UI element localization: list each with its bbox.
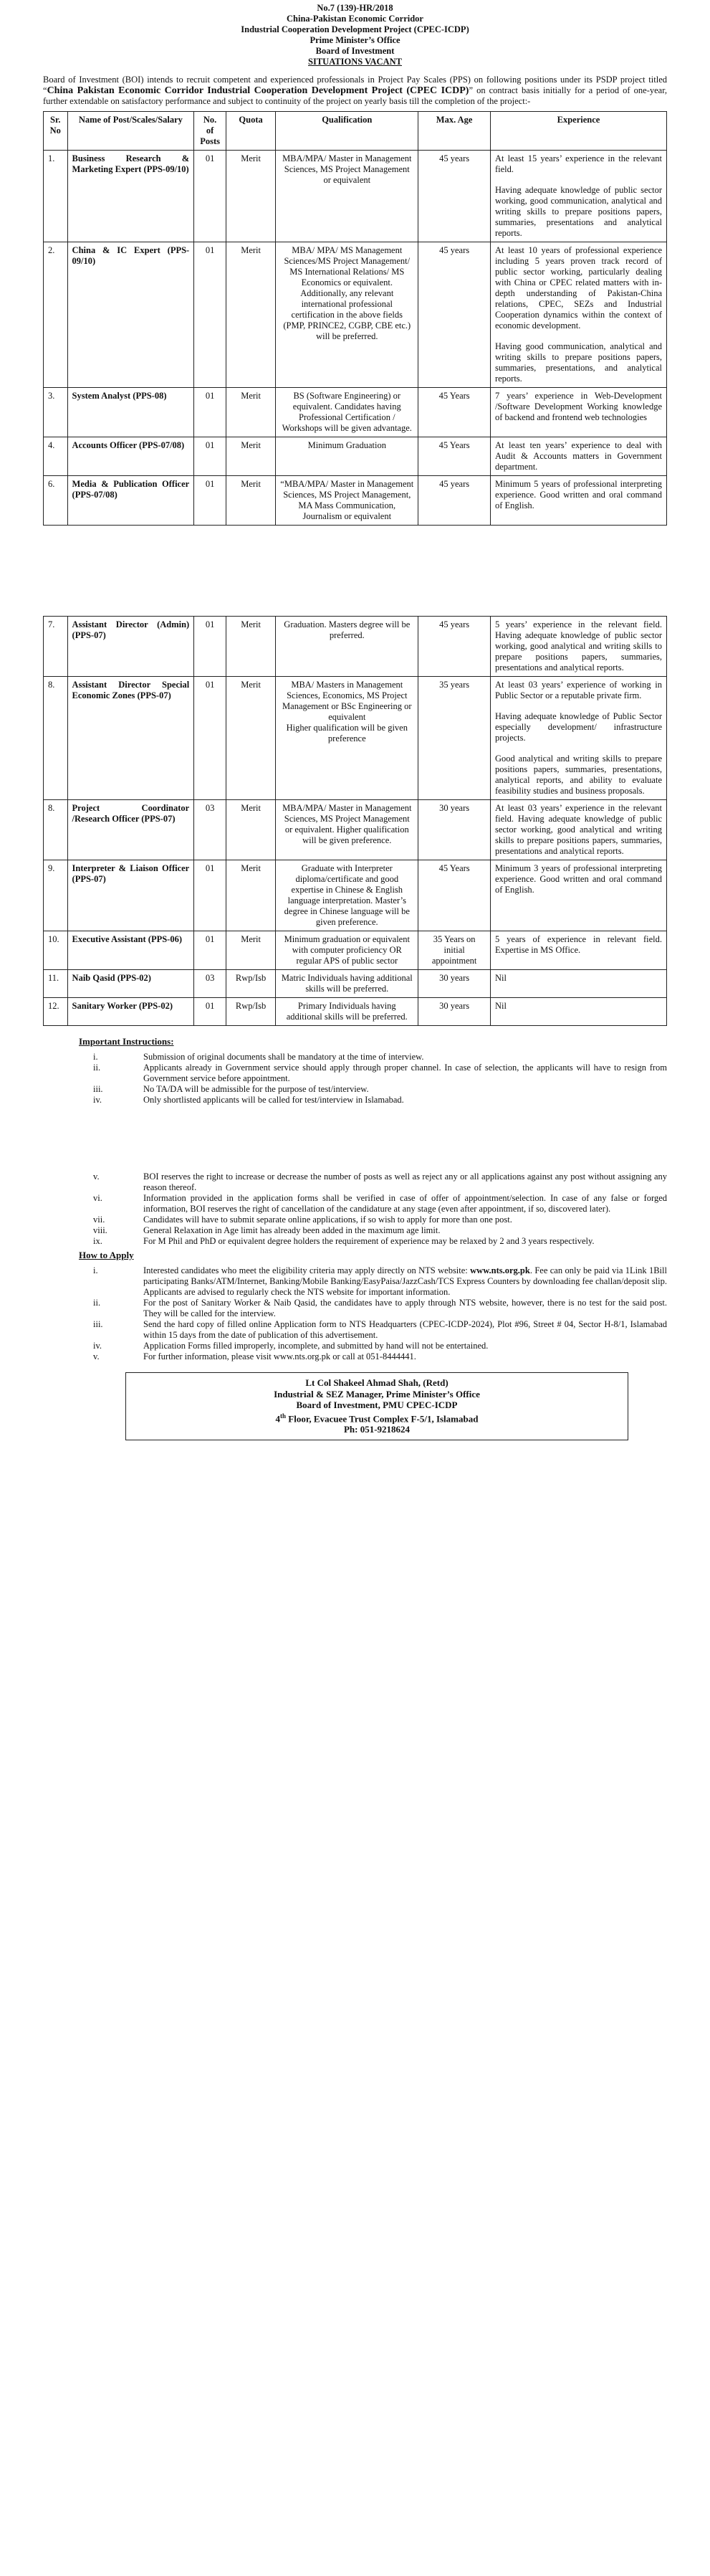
cell-post-name: Naib Qasid (PPS-02) xyxy=(67,970,194,998)
list-item-text: BOI reserves the right to increase or decrease the number of posts as well as reject any or all applications against any post without assigning any reason thereof. xyxy=(143,1171,667,1192)
cell-experience xyxy=(490,476,666,526)
list-item-number: ii. xyxy=(93,1063,101,1073)
header-experience: Experience xyxy=(490,112,666,151)
list-item xyxy=(93,1171,667,1193)
cell-experience xyxy=(490,800,666,860)
cell-quota: Merit xyxy=(226,437,275,476)
vacancies-table-part1 xyxy=(43,111,667,526)
header-qualification: Qualification xyxy=(276,112,418,151)
cell-age: 30 years xyxy=(418,800,491,860)
list-item xyxy=(93,1052,667,1063)
cell-qualification xyxy=(276,242,418,388)
cell-posts: 01 xyxy=(194,931,226,970)
cell-sr: 10. xyxy=(44,931,68,970)
table-row xyxy=(44,800,667,860)
cell-qualification-paragraph: BS (Software Engineering) or equivalent. Candidates having Professional Certification / Workshops will be given advantage. xyxy=(282,391,412,433)
list-item xyxy=(93,1063,667,1084)
cell-quota: Merit xyxy=(226,860,275,931)
cell-experience-paragraph: At least 10 years of professional experience including 5 years proven track record of public sector working, particularly dealing with China or CPEC related matters with in-depth understanding of Pakistan-China relations, CPEC, SEZs and Industrial Cooperation dynamics within the context of economic development. xyxy=(494,245,662,331)
header-quota: Quota xyxy=(226,112,275,151)
cell-age: 45 Years xyxy=(418,388,491,437)
list-item-text: Only shortlisted applicants will be called for test/interview in Islamabad. xyxy=(143,1095,404,1105)
list-item-number: ii. xyxy=(93,1298,101,1308)
cell-posts: 01 xyxy=(194,388,226,437)
signatory-designation: Industrial & SEZ Manager, Prime Minister’s Office xyxy=(274,1388,480,1399)
cell-qualification-paragraph: MBA/MPA/ Master in Management Sciences, MS Project Management or equivalent. Higher qualification will be given preference. xyxy=(282,803,412,845)
header-sr: Sr. No xyxy=(44,112,68,151)
cell-qualification xyxy=(276,151,418,242)
cell-experience xyxy=(490,860,666,931)
list-item xyxy=(93,1095,667,1106)
header-line-pmo: Prime Minister’s Office xyxy=(310,35,400,45)
list-item-number: i. xyxy=(93,1052,98,1062)
list-item-number: v. xyxy=(93,1171,100,1182)
cell-experience-paragraph: At least 03 years’ experience in the relevant field. Having adequate knowledge of public sector working, good analytical and writing skills to prepare positions papers, summaries, presentations and analytical reports. xyxy=(494,803,662,856)
cell-qualification xyxy=(276,617,418,677)
cell-experience-paragraph: At least 03 years’ experience of working in Public Sector or a reputable private firm. xyxy=(494,680,662,700)
cell-experience-paragraph: Nil xyxy=(494,1001,507,1011)
list-item-text: Send the hard copy of filled online Application form to NTS Headquarters (CPEC-ICDP-2024), Plot #96, Street # 04, Sector H-8/1, Islamabad within 15 days from the date of publication of this advertisement. xyxy=(143,1319,667,1340)
header-line-project: Industrial Cooperation Development Project (CPEC-ICDP) xyxy=(241,24,469,34)
cell-experience-paragraph: At least ten years’ experience to deal with Audit & Accounts matters in Government department. xyxy=(494,440,662,472)
list-item xyxy=(93,1236,667,1247)
table-header-row xyxy=(44,112,667,151)
address-rest: Floor, Evacuee Trust Complex F-5/1, Islamabad xyxy=(286,1412,479,1424)
cell-qualification-paragraph: Matric Individuals having additional skills will be preferred. xyxy=(281,973,413,994)
cell-sr: 12. xyxy=(44,998,68,1026)
list-item xyxy=(93,1215,667,1225)
instructions-list-a xyxy=(0,1052,710,1106)
cell-qualification xyxy=(276,388,418,437)
cell-post-name: System Analyst (PPS-08) xyxy=(67,388,194,437)
cell-quota: Rwp/Isb xyxy=(226,970,275,998)
cell-experience xyxy=(490,388,666,437)
cell-experience-paragraph: 5 years of experience in relevant field. Expertise in MS Office. xyxy=(494,934,662,955)
cell-sr: 2. xyxy=(44,242,68,388)
cell-experience xyxy=(490,970,666,998)
cell-quota: Merit xyxy=(226,151,275,242)
list-item-text: Submission of original documents shall be mandatory at the time of interview. xyxy=(143,1052,424,1062)
cell-age: 45 years xyxy=(418,617,491,677)
table-row xyxy=(44,617,667,677)
cell-post-name: China & IC Expert (PPS-09/10) xyxy=(67,242,194,388)
list-item-text: General Relaxation in Age limit has already been added in the maximum age limit. xyxy=(143,1225,441,1235)
cell-qualification xyxy=(276,437,418,476)
cell-qualification xyxy=(276,931,418,970)
cell-posts: 03 xyxy=(194,970,226,998)
cell-sr: 3. xyxy=(44,388,68,437)
cell-experience-paragraph: Having adequate knowledge of Public Sector especially development/ infrastructure projects. xyxy=(494,711,662,743)
cell-posts: 01 xyxy=(194,437,226,476)
cell-experience-paragraph: Minimum 3 years of professional interpreting experience. Good written and oral command of English. xyxy=(494,863,662,895)
list-item-number: ix. xyxy=(93,1236,102,1246)
list-item-text: For the post of Sanitary Worker & Naib Qasid, the candidates have to apply through NTS website, however, there is no test for the said post. They will be called for the interview. xyxy=(143,1298,667,1318)
instructions-section xyxy=(0,1036,710,1247)
list-item-text-after: . Fee can only be paid via 1Link 1Bill participating Banks/ATM/Internet, Banking/Mobile Banking/EasyPaisa/JazzCash/TCS Express Counters by downloading fee challan/deposit slip. Applicants are advised to regularly check the NTS website for important information. xyxy=(143,1265,667,1297)
cell-experience xyxy=(490,931,666,970)
cell-qualification-paragraph: Graduate with Interpreter diploma/certificate and good expertise in Chinese & English language interpretation. Master’s degree in Chinese language will be given preference. xyxy=(284,863,410,927)
cell-sr: 6. xyxy=(44,476,68,526)
list-item-number: iv. xyxy=(93,1095,102,1105)
list-item xyxy=(93,1351,667,1362)
cell-sr: 1. xyxy=(44,151,68,242)
header-name: Name of Post/Scales/Salary xyxy=(67,112,194,151)
cell-qualification-paragraph: MBA/MPA/ Master in Management Sciences, MS Project Management or equivalent xyxy=(282,153,412,185)
list-item-text: No TA/DA will be admissible for the purpose of test/interview. xyxy=(143,1084,369,1094)
cell-posts: 01 xyxy=(194,617,226,677)
cell-experience-paragraph: 5 years’ experience in the relevant field. Having adequate knowledge of public sector working, good analytical and writing skills to prepare positions papers, summaries, presentations and analytical reports. xyxy=(494,619,662,672)
intro-paragraph xyxy=(43,75,667,107)
table-row xyxy=(44,437,667,476)
list-item-number: iii. xyxy=(93,1319,103,1329)
list-item-text: Application Forms filled improperly, incomplete, and submitted by hand will not be entertained. xyxy=(143,1341,489,1351)
list-item-number: vi. xyxy=(93,1193,102,1203)
signatory-name: Lt Col Shakeel Ahmad Shah, (Retd) xyxy=(305,1377,448,1388)
table-row xyxy=(44,998,667,1026)
cell-experience-paragraph: Having adequate knowledge of public sector working, good communication, analytical and writing skills to prepare positions papers, summaries, presentations and analytical reports. xyxy=(494,185,662,238)
nts-website-link[interactable]: www.nts.org.pk xyxy=(470,1265,530,1275)
cell-posts: 01 xyxy=(194,998,226,1026)
intro-project-name: China Pakistan Economic Corridor Industrial Cooperation Development Project (CPEC ICDP) xyxy=(47,85,469,96)
advert-title: SITUATIONS VACANT xyxy=(308,57,402,67)
cell-age: 30 years xyxy=(418,998,491,1026)
cell-age: 45 years xyxy=(418,476,491,526)
intro-text-before: Board of Investment (BOI) intends to recruit competent and experienced professionals in Project Pay Scales (PPS) on following positions under its PSDP project titled “ xyxy=(43,75,667,95)
header-line-cpec: China-Pakistan Economic Corridor xyxy=(287,14,423,24)
cell-post-name: Assistant Director Special Economic Zones (PPS-07) xyxy=(67,677,194,800)
cell-age: 45 Years xyxy=(418,860,491,931)
cell-post-name: Media & Publication Officer (PPS-07/08) xyxy=(67,476,194,526)
cell-posts: 01 xyxy=(194,242,226,388)
list-item xyxy=(93,1265,667,1298)
cell-quota: Merit xyxy=(226,476,275,526)
cell-age: 45 years xyxy=(418,151,491,242)
list-item-text: Applicants already in Government service should apply through proper channel. In case of selection, the applicants will have to resign from Government service before appointment. xyxy=(143,1063,667,1083)
cell-posts: 01 xyxy=(194,151,226,242)
table-row xyxy=(44,970,667,998)
list-item-text: For further information, please visit www.nts.org.pk or call at 051-8444441. xyxy=(143,1351,416,1361)
header-posts: No. of Posts xyxy=(194,112,226,151)
cell-quota: Merit xyxy=(226,388,275,437)
cell-experience-paragraph: At least 15 years’ experience in the relevant field. xyxy=(494,153,662,174)
cell-posts: 01 xyxy=(194,860,226,931)
cell-post-name: Interpreter & Liaison Officer (PPS-07) xyxy=(67,860,194,931)
cell-age: 45 years xyxy=(418,242,491,388)
cell-qualification xyxy=(276,476,418,526)
intro-text-after: ” on contract basis initially for a period of one-year, further extendable on satisfactory performance and subject to continuity of the project on yearly basis till the completion of the project:- xyxy=(43,85,667,106)
cell-posts: 03 xyxy=(194,800,226,860)
header-line-boi: Board of Investment xyxy=(315,46,395,56)
list-item xyxy=(93,1084,667,1095)
signature-block xyxy=(125,1372,628,1440)
cell-experience xyxy=(490,437,666,476)
signatory-address xyxy=(126,1411,628,1425)
cell-experience xyxy=(490,617,666,677)
signatory-office: Board of Investment, PMU CPEC-ICDP xyxy=(296,1399,458,1410)
list-item-number: iv. xyxy=(93,1341,102,1351)
table-row xyxy=(44,860,667,931)
cell-qualification xyxy=(276,998,418,1026)
cell-quota: Rwp/Isb xyxy=(226,998,275,1026)
table-row xyxy=(44,476,667,526)
cell-age: 35 years xyxy=(418,677,491,800)
cell-experience-paragraph: Good analytical and writing skills to prepare positions papers, summaries, presentations, analytical reports, and ability to evaluate feasibility studies and business proposals. xyxy=(494,754,662,796)
cell-age: 35 Years on initial appointment xyxy=(418,931,491,970)
cell-quota: Merit xyxy=(226,617,275,677)
list-item-text: For M Phil and PhD or equivalent degree holders the requirement of experience may be relaxed by 2 and 3 years respectively. xyxy=(143,1236,595,1246)
cell-qualification xyxy=(276,970,418,998)
list-item xyxy=(93,1193,667,1215)
cell-qualification-paragraph: MBA/ Masters in Management Sciences, Economics, MS Project Management or BSc Engineering or equivalent xyxy=(282,680,412,722)
how-to-apply-title: How to Apply xyxy=(79,1250,134,1260)
list-item xyxy=(93,1298,667,1319)
list-item-number: viii. xyxy=(93,1225,107,1235)
cell-quota: Merit xyxy=(226,800,275,860)
cell-posts: 01 xyxy=(194,677,226,800)
cell-qualification xyxy=(276,860,418,931)
cell-sr: 9. xyxy=(44,860,68,931)
list-item xyxy=(93,1341,667,1351)
list-item-number: vii. xyxy=(93,1215,105,1225)
instructions-list-b xyxy=(0,1171,710,1247)
cell-post-name: Accounts Officer (PPS-07/08) xyxy=(67,437,194,476)
cell-qualification-paragraph: Primary Individuals having additional skills will be preferred. xyxy=(286,1001,408,1022)
cell-quota: Merit xyxy=(226,677,275,800)
cell-qualification-paragraph: MBA/ MPA/ MS Management Sciences/MS Project Management/ MS International Relations/ MS Economics or equivalent. Additionally, any relevant international professional certification in the above fields (PMP, PRINCE2, CGBP, CBE etc.) will be preferred. xyxy=(283,245,411,341)
list-item-number: iii. xyxy=(93,1084,103,1094)
list-item xyxy=(93,1319,667,1341)
cell-qualification xyxy=(276,800,418,860)
table-row xyxy=(44,388,667,437)
header-age: Max. Age xyxy=(418,112,491,151)
cell-qualification xyxy=(276,677,418,800)
cell-experience xyxy=(490,151,666,242)
address-floor-number: 4 xyxy=(275,1412,281,1424)
cell-experience xyxy=(490,998,666,1026)
cell-sr: 4. xyxy=(44,437,68,476)
signatory-phone: Ph: 051-9218624 xyxy=(343,1424,411,1435)
cell-qualification-paragraph: Minimum graduation or equivalent with computer proficiency OR regular APS of public sector xyxy=(284,934,410,966)
cell-qualification-paragraph: Higher qualification will be given preference xyxy=(286,723,408,743)
list-item-text: Information provided in the application forms shall be verified in case of offer of appointment/selection. In case of any false or forged information, BOI reserves the right of cancellation of the candidature at any stage (even after appointment, if so, discovered later). xyxy=(143,1193,667,1214)
cell-posts: 01 xyxy=(194,476,226,526)
cell-post-name: Project Coordinator /Research Officer (PPS-07) xyxy=(67,800,194,860)
cell-experience xyxy=(490,677,666,800)
address-floor-suffix: th xyxy=(280,1412,287,1420)
how-to-apply-list xyxy=(0,1265,710,1362)
table-row xyxy=(44,931,667,970)
cell-post-name: Executive Assistant (PPS-06) xyxy=(67,931,194,970)
cell-post-name: Sanitary Worker (PPS-02) xyxy=(67,998,194,1026)
list-item-number: i. xyxy=(93,1265,98,1275)
cell-sr: 8. xyxy=(44,800,68,860)
cell-sr: 11. xyxy=(44,970,68,998)
table-row xyxy=(44,151,667,242)
cell-experience-paragraph: Nil xyxy=(494,973,507,983)
table-row xyxy=(44,242,667,388)
cell-experience xyxy=(490,242,666,388)
vacancies-table-part2 xyxy=(43,616,667,1026)
how-to-apply-section xyxy=(0,1250,710,1362)
advert-header xyxy=(0,0,710,67)
list-item-number: v. xyxy=(93,1351,100,1361)
list-item xyxy=(93,1225,667,1236)
cell-experience-paragraph: Minimum 5 years of professional interpreting experience. Good written and oral command of English. xyxy=(494,479,662,510)
cell-experience-paragraph: 7 years’ experience in Web-Development /Software Development Working knowledge of backend and frontend web technologies xyxy=(494,391,662,422)
cell-experience-paragraph: Having good communication, analytical and writing skills to prepare positions papers, summaries, presentations, and analytical reports. xyxy=(494,341,662,384)
list-item-text: Candidates will have to submit separate online applications, if so wish to apply for more than one post. xyxy=(143,1215,512,1225)
cell-quota: Merit xyxy=(226,242,275,388)
cell-post-name: Assistant Director (Admin) (PPS-07) xyxy=(67,617,194,677)
cell-post-name: Business Research & Marketing Expert (PPS-09/10) xyxy=(67,151,194,242)
reference-number: No.7 (139)-HR/2018 xyxy=(317,3,393,13)
cell-qualification-paragraph: “MBA/MPA/ Master in Management Sciences, MS Project Management, MA Mass Communication, Journalism or equivalent xyxy=(280,479,414,521)
instructions-title: Important Instructions: xyxy=(79,1036,174,1047)
cell-sr: 7. xyxy=(44,617,68,677)
list-item-text: Interested candidates who meet the eligibility criteria may apply directly on NTS website: xyxy=(143,1265,471,1275)
cell-qualification-paragraph: Graduation. Masters degree will be preferred. xyxy=(284,619,411,640)
cell-qualification-paragraph: Minimum Graduation xyxy=(307,440,386,450)
cell-age: 45 Years xyxy=(418,437,491,476)
cell-sr: 8. xyxy=(44,677,68,800)
cell-age: 30 years xyxy=(418,970,491,998)
table-row xyxy=(44,677,667,800)
cell-quota: Merit xyxy=(226,931,275,970)
